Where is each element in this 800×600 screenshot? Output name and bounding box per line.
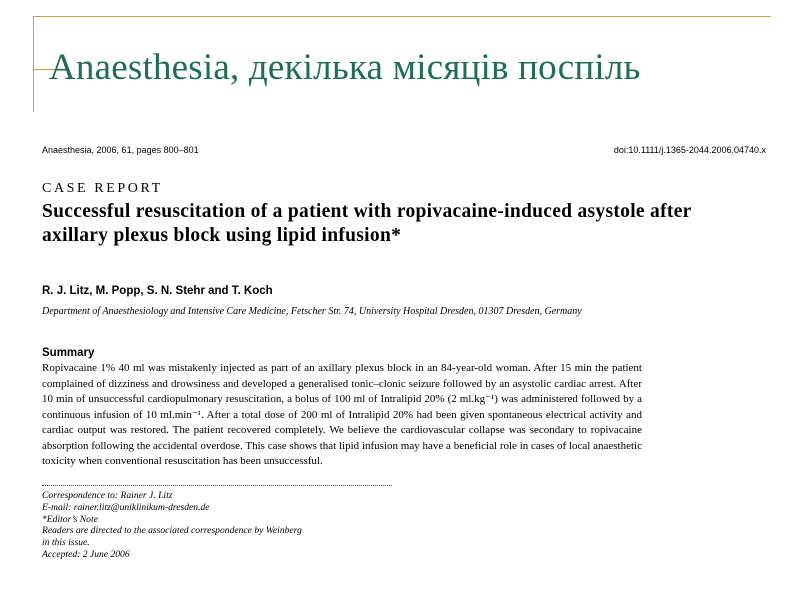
authors: R. J. Litz, M. Popp, S. N. Stehr and T. Koch [42,285,273,297]
accepted-date: Accepted: 2 June 2006 [42,548,130,560]
readers-note-line-2: in this issue. [42,537,90,549]
summary-heading: Summary [42,347,95,359]
readers-note-line-1: Readers are directed to the associated correspondence by Weinberg [42,525,302,537]
correspondence: Correspondence to: Rainer J. Litz [42,490,173,501]
journal-citation: Anaesthesia, 2006, 61, pages 800–801 [42,145,199,155]
slide-title: Anaesthesia, декілька місяців поспіль [49,47,641,88]
article-title: Successful resuscitation of a patient with ropivacaine-induced asystole after axillary plexus block using lipid infusion* [42,201,692,246]
summary-text: Ropivacaine 1% 40 ml was mistakenly injected as part of an axillary plexus block in an 84-year-old woman. After 15 min the patient complained of dizziness and drowsiness and developed a generalised tonic–clonic seizure followed by an asystolic cardiac arrest. After 10 min of unsuccessful cardiopulmonary resuscitation, a bolus of 100 ml of Intralipid 20% (2 ml.kg⁻¹) was administered followed by a continuous infusion of 10 ml.min⁻¹. After a total dose of 200 ml of Intralipid 20% had been given spontaneous electrical activity and cardiac output was restored. The patient recovered completely. We believe the cardiovascular collapse was secondary to ropivacaine absorption following the accidental overdose. This case shows that lipid infusion may have a beneficial role in cases of local anaesthetic toxicity when conventional resuscitation has been unsuccessful. [42,362,642,467]
accent-top-line [33,16,771,17]
doi: doi:10.1111/j.1365-2044.2006.04740.x [613,145,766,155]
email-line: E-mail: rainer.litz@uniklinikum-dresden.de [42,501,210,513]
footnote-divider [42,485,392,486]
affiliation: Department of Anaesthesiology and Intensive Care Medicine, Fetscher Str. 74, University Hospital Dresden, 01307 Dresden, Germany [42,306,582,317]
journal-meta-row [42,145,766,155]
footnotes [42,490,402,561]
editors-note: *Editor’s Note [42,513,98,525]
section-label: CASE REPORT [42,181,163,196]
